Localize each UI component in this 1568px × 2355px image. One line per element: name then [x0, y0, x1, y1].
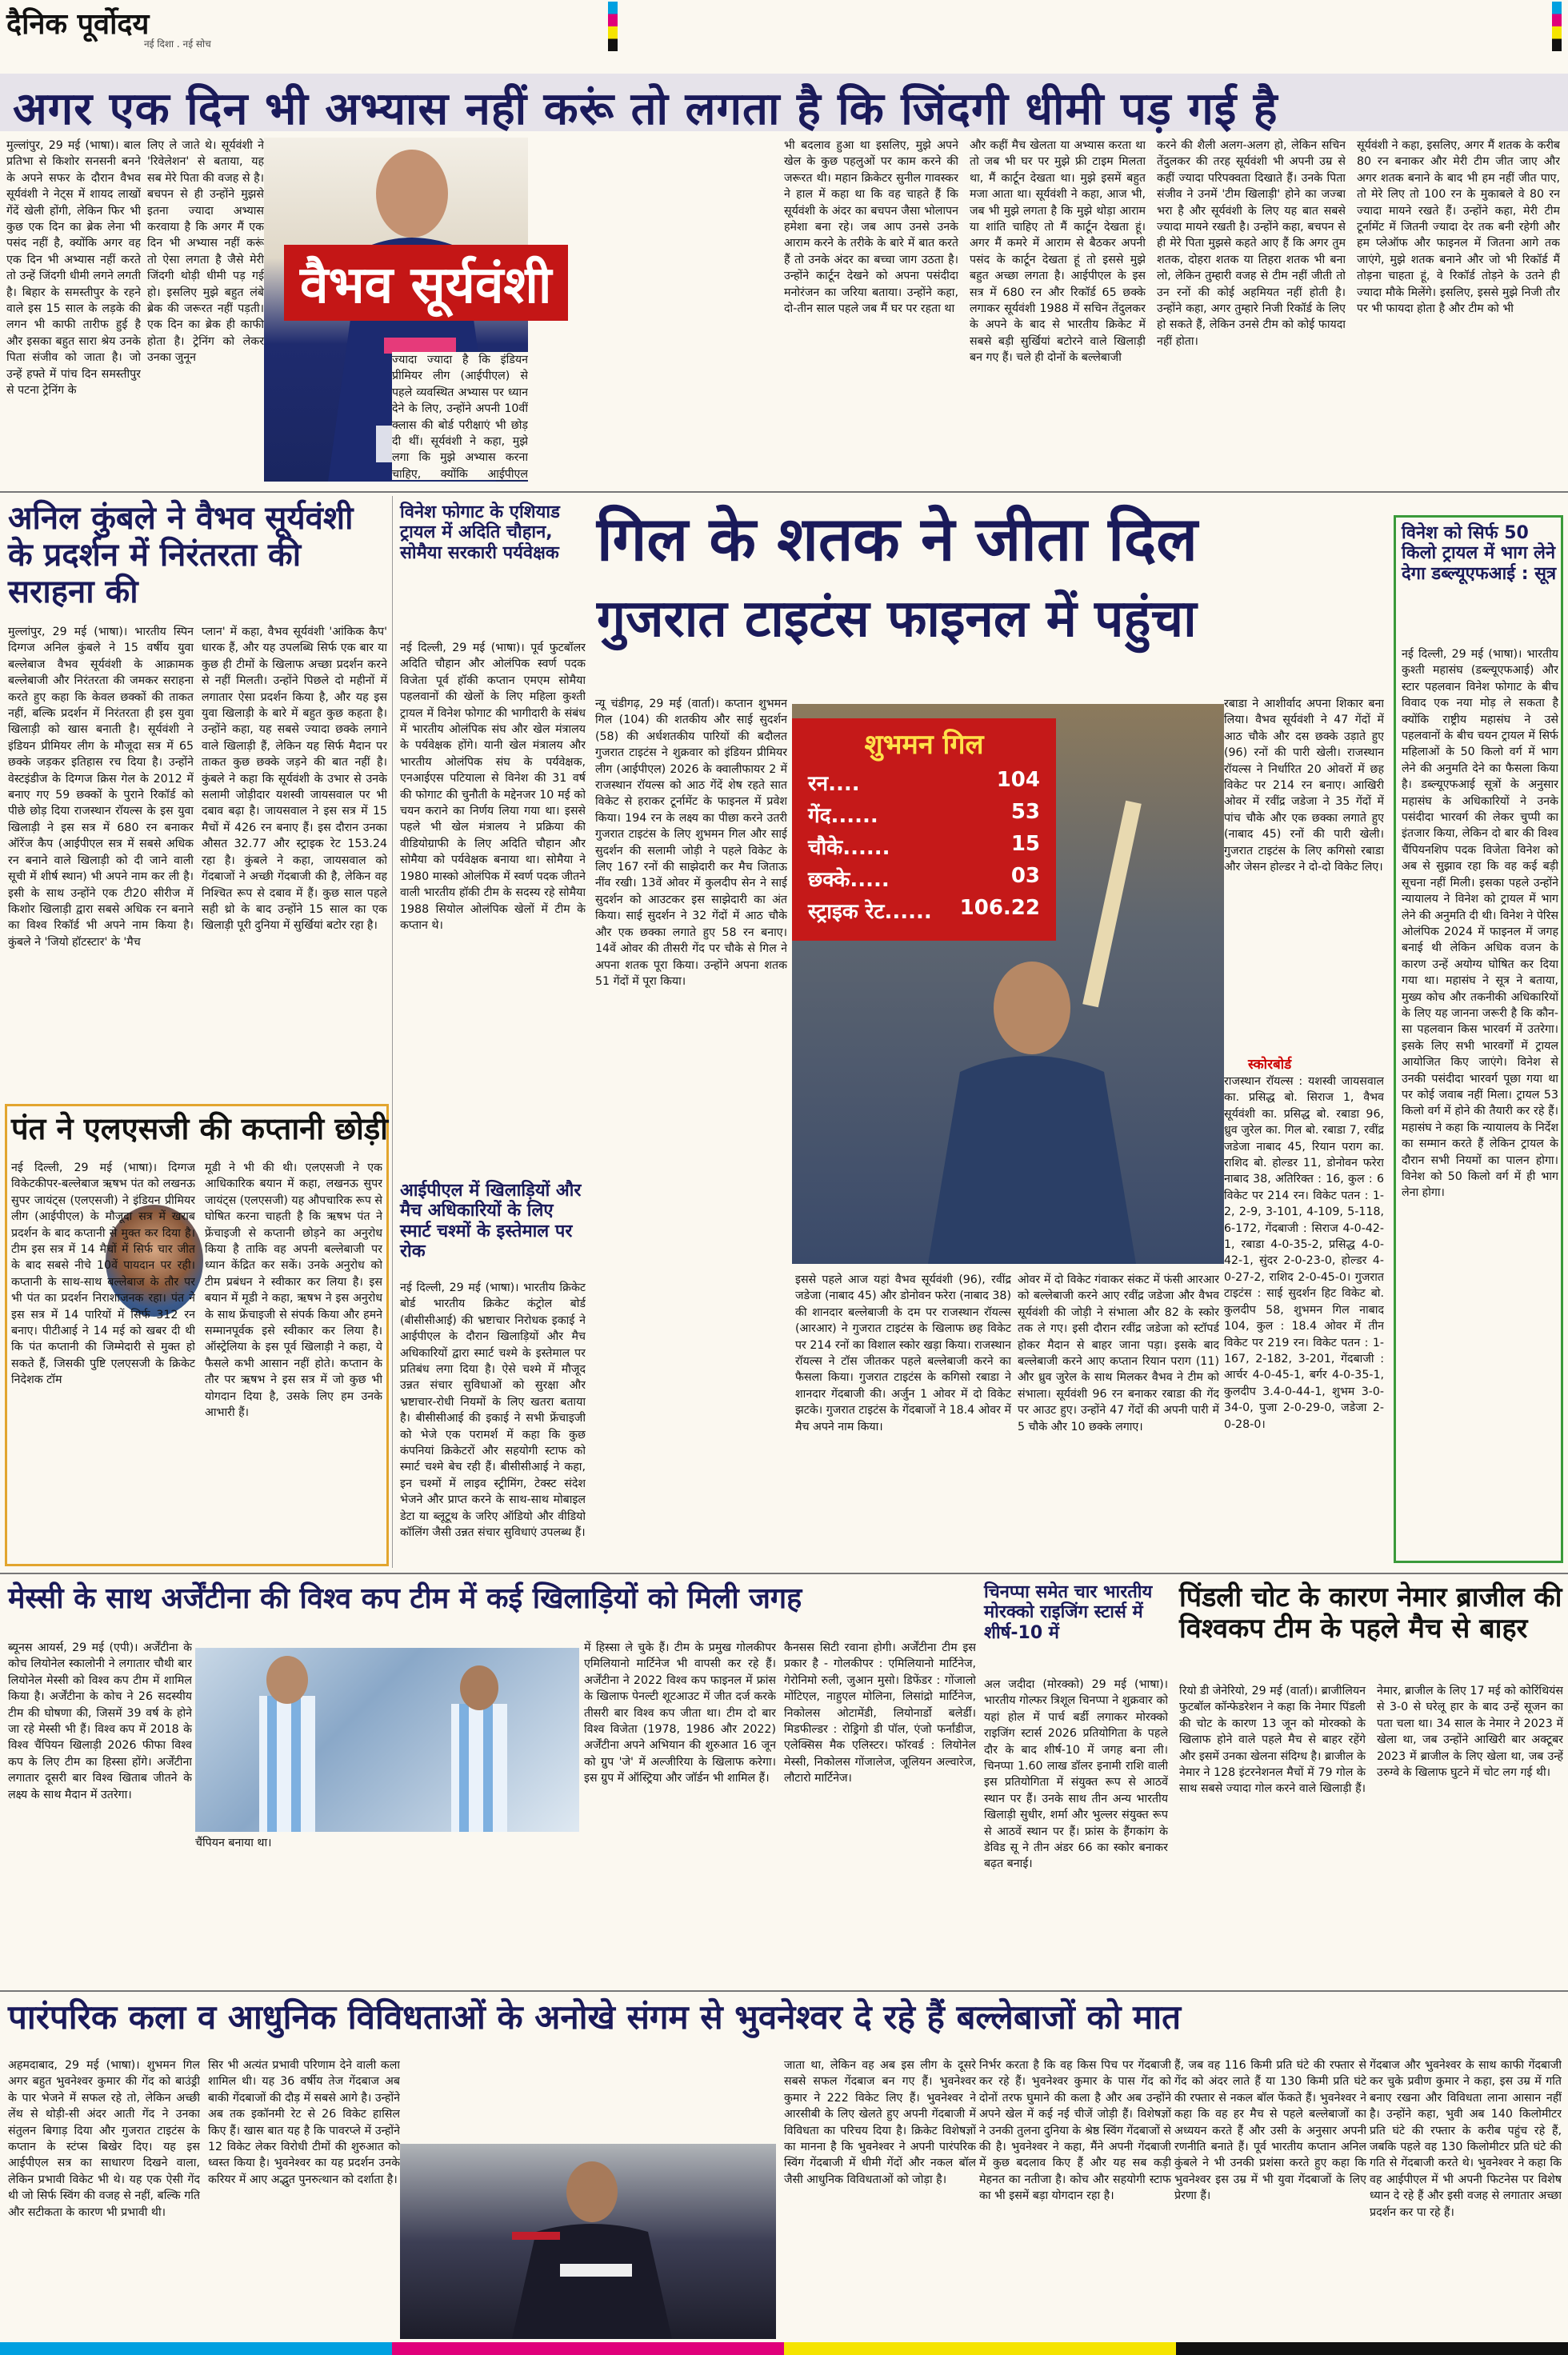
neymar-body: रियो डी जेनेरियो, 29 मई (वार्ता)। ब्राजीलियन फुटबॉल कॉन्फेडरेशन ने कहा कि नेमार पिंडली की चोट के कारण 13 जून को मोरक्को के खिलाफ होने वाले पहले मैच से बाहर रहेंगे और इसमें उनका खेलना संदिग्ध है। ब्राजील के नेमार ने 128 इंटरनेशनल मैचों में 79 गोल के साथ सबसे ज्यादा गोल करने वाले खिलाड़ी हैं। नेमार, ब्राजील के लिए 17 मई को कोरिंथियंस से 3-0 से घरेलू हार के बाद उन्हें सूजन का पता चला था। 34 साल के नेमार ने 2023 में खेला था, जब उन्होंने आखिरी बार अक्टूबर 2023 में ब्राजील के लिए खेला था, जब उन्हें उरुग्वे के खिलाफ घुटने में चोट लग गई थी। [1179, 1685, 1563, 1796]
kumble-headline: अनिल कुंबले ने वैभव सूर्यवंशी के प्रदर्शन में निरंतरता की सराहना की [8, 500, 354, 610]
section-divider [0, 1990, 1568, 1992]
stat-value: 03 [1010, 864, 1040, 888]
bhuvi-column-5: हैं, जब वह 116 किमी प्रति घंटे की रफ्तार से गेंद को अंदर लाते हैं या 130 किमी प्रति घंटे की रफ्तार से नकल बॉल फेंकते हैं। भुवनेश्वर ने कहा कि वह हर मैच से पहले बल्लेबाजों का अध्ययन करते हैं और उसी के अनुसार अपनी रणनीति बनाते हैं। पूर्व भारतीय कप्तान अनिल कुंबले ने भी उनकी प्रशंसा करते हुए कहा कि भुवनेश्वर इस उम्र में भी युवा गेंदबाजों के लिए प्रेरणा हैं। [1174, 2059, 1366, 2203]
vaibhav-column-7: सूर्यवंशी ने कहा, इसलिए, अगर मैं शतक के करीब 80 रन बनाकर और मेरी टीम जीत जाए और अगर शतक बनाने के बाद भी हम नहीं जीत पाए, तो मेरे लिए तो 100 रन के मुकाबले वे 80 रन ज्यादा मायने रखते हैं। उन्होंने कहा, मेरी टीम टूर्नामेंट में जितनी ज्यादा देर तक बनी रहेगी और हम प्लेऑफ और फाइनल में जितना आगे तक जाएंगे, मुझे शतक बनाने और जो भी रिकॉर्ड मैं तोड़ना चाहता हूं, वे रिकॉर्ड तोड़ने के उतने ही ज्यादा मौके मिलेंगे। इसलिए, इससे मुझे निजी तौर पर भी फायदा होता है और टीम को भी [1357, 139, 1560, 316]
stat-value: 15 [1010, 832, 1040, 856]
vaibhav-column-5: और कहीं मैच खेलता या अभ्यास करता था तो जब भी घर पर मुझे फ्री टाइम मिलता था, मैं कार्टून देखता था। मुझे इसमें बहुत मजा आता था। सूर्यवंशी ने कहा, आज भी, जब भी मुझे लगता है कि मुझे थोड़ा आराम या शांति चाहिए तो मैं कार्टून देखता हूं। अगर मैं कमरे में आराम से बैठकर अपनी पसंद के कार्टून देखता हूं तो इससे मुझे बहुत अच्छा लगता है। आईपीएल के इस सत्र में 680 रन और रिकॉर्ड 65 छक्के लगाकर सूर्यवंशी 1988 में सचिन तेंदुलकर के अपने के बाद से भारतीय क्रिकेट में सबसे बड़ी सुर्खियां बटोरने वाले खिलाड़ी बन गए हैं। चले ही दोनों के बल्लेबाजी [970, 139, 1146, 365]
chinappa-body: अल जदीदा (मोरक्को) 29 मई (भाषा)। भारतीय गोल्फर त्रिशूल चिनप्पा ने शुक्रवार को यहां होल में पार्च बर्डी लगाकर मोरक्को राइजिंग स्टार्स 2026 प्रतियोगिता के पहले दौर के बाद शीर्ष-10 में जगह बना ली। चिनप्पा 1.60 लाख डॉलर इनामी राशि वाली इस प्रतियोगिता में संयुक्त रूप से आठवें स्थान पर हैं। उनके साथ तीन अन्य भारतीय खिलाड़ी सुधीर, शर्मा और भुल्लर संयुक्त रूप से आठवें स्थान पर हैं। फ्रांस के हैंगकांग के डेविड सू ने तीन अंडर 66 का स्कोर बनाकर बढ़त बनाई। [984, 1678, 1168, 1871]
vaibhav-column-3-text: ज्यादा ज्यादा है कि इंडियन प्रीमियर लीग (आईपीएल) से पहले व्यवस्थित अभ्यास पर ध्यान देने के लिए, उन्होंने अपनी 10वीं क्लास की बोर्ड परीक्षाएं भी छोड़ दी थीं। सूर्यवंशी ने कहा, मुझे लगा कि मुझे अभ्यास करना चाहिए, क्योंकि आईपीएल [392, 354, 528, 480]
color-registration-bar [1552, 2, 1562, 51]
kumble-column-1: मुल्लांपुर, 29 मई (भाषा)। भारतीय स्पिन दिग्गज अनिल कुंबले ने 15 वर्षीय युवा बल्लेबाज वैभव सूर्यवंशी के आक्रामक बल्लेबाजी और निरंतरता की जमकर सराहना करते हुए कहा कि केवल छक्कों की ताकत नहीं, बल्कि प्रदर्शन में निरंतरता ही इस युवा खिलाड़ी को खास बनाती है। सूर्यवंशी ने इंडियन प्रीमियर लीग के मौजूदा सत्र में 65 छक्के जड़कर इतिहास रच दिया है। उन्होंने वेस्टइंडीज के दिग्गज क्रिस गेल के 2012 में बनाए गए 59 छक्कों के पुराने रिकॉर्ड को पीछे छोड़ दिया राजस्थान रॉयल्स के इस युवा खिलाड़ी ने इस सत्र में 680 रन बनाकर ऑरेंज कैप (आईपीएल सत्र में सबसे अधिक रन बनाने वाले खिलाड़ी को दी जाने वाली सूची में शीर्ष स्थान) भी अपने नाम कर ली है। इसी के साथ उन्होंने एक टी20 सीरीज में किशोर खिलाड़ी द्वारा सबसे अधिक रन बनाने का विश्व रिकॉर्ड भी अपने नाम किया है। कुंबले ने 'जियो हॉटस्टार' के 'मैच [8, 626, 194, 949]
pant-headline: पंत ने एलएसजी की कप्तानी छोड़ी [11, 1111, 389, 1146]
gill-column-1: न्यू चंडीगढ़, 29 मई (वार्ता)। कप्तान शुभमन गिल (104) की शतकीय और साई सुदर्शन (58) की अर्धशतकीय पारियों की बदौलत गुजरात टाइटंस ने शुक्रवार को इंडियन प्रीमियर लीग (आईपीएल) 2026 के क्वालीफायर 2 में राजस्थान रॉयल्स को आठ गेंदें शेष रहते सात विकेट से हराकर टूर्नामेंट के फाइनल में प्रवेश किया। 194 रन के लक्ष्य का पीछा करने उतरी गुजरात टाइटंस के लिए शुभमन गिल और साई सुदर्शन की सलामी जोड़ी ने पहले विकेट के लिए 167 रनों की साझेदारी कर मैच जिताऊ नींव रखी। 13वें ओवर में कुलदीप सेन ने साई सुदर्शन को आउटकर इस साझेदारी का अंत किया। साई सुदर्शन ने 32 गेंदों में आठ चौके और एक छक्का लगाते हुए 58 रन बनाए। 14वें ओवर की तीसरी गेंद पर चौके से गिल ने अपना शतक पूरा किया। उन्होंने अपना शतक 51 गेंदों में पूरा किया। [595, 698, 787, 988]
gill-column-3: ओवर में दो विकेट गंवाकर संकट में फंसी आरआर को बल्लेबाजी करने आए रवींद्र जडेजा और वैभव सूर्यवंशी की जोड़ी ने संभाला और 82 के स्कोर तक ले गए। इसी दौरान रवींद्र जडेजा को स्टॉपर्ड होकर मैदान से बाहर जाना पड़ा। इसके बाद बल्लेबाजी करने आए कप्तान रियान पराग (11) और ध्रुव जुरेल के साथ मिलकर वैभव ने टीम को संभाला। सूर्यवंशी 96 रन बनाकर रबाडा की गेंद पर आउट हुए। उन्होंने 47 गेंदों की अपनी पारी में 5 चौके और 10 छक्के लगाए। [1018, 1273, 1219, 1433]
color-registration-bar [608, 2, 618, 51]
stats-title: शुभमन गिल [864, 729, 984, 761]
vaibhav-photo-area [534, 138, 774, 482]
vinesh-asian-body: नई दिल्ली, 29 मई (भाषा)। पूर्व फुटबॉलर अदिति चौहान और ओलंपिक स्वर्ण पदक विजेता पूर्व हॉकी कप्तान एमएम सोमैया पहलवानों की खेलों के लिए महिला कुश्ती ट्रायल में विनेश फोगाट की भागीदारी के संबंध में भारतीय ओलंपिक संघ और खेल मंत्रालय के पर्यवेक्षक होंगे। यानी खेल मंत्रालय और भारतीय ओलंपिक संघ के पर्यवेक्षक, एनआईएस पटियाला से विनेश की 31 वर्ष की फोगाट की चुनौती के मद्देनजर 10 मई को चयन कराने का निर्णय लिया गया था। इससे पहले भी खेल मंत्रालय ने प्रक्रिया की वीडियोग्राफी के लिए अदिति चौहान और सोमैया को पर्यवेक्षक बनाया था। सोमैया ने 1980 मास्को ओलंपिक में स्वर्ण पदक जीतने वाली भारतीय हॉकी टीम के सदस्य रहे सोमैया 1988 सियोल ओलंपिक खेलों में टीम के कप्तान थे। [400, 642, 586, 932]
stat-label: स्ट्राइक रेट...... [808, 900, 932, 924]
messi-photo [195, 1648, 579, 1832]
stat-row-fours [808, 832, 1048, 862]
ipl-glasses-headline: आईपीएल में खिलाड़ियों और मैच अधिकारियों के लिए स्मार्ट चश्मों के इस्तेमाल पर रोक [400, 1181, 582, 1261]
messi-column-1: ब्यूनस आयर्स, 29 मई (एपी)। अर्जेंटीना के कोच लियोनेल स्कालोनी ने लगातार चौथी बार लियोनेल मेस्सी को विश्व कप टीम में शामिल किया है। अर्जेंटीना के कोच ने 26 सदस्यीय टीम की घोषणा की, जिसमें 39 वर्ष के होने जा रहे मेस्सी भी हैं। विश्व कप में 2018 के विश्व चैंपियन खिलाड़ी 2026 फीफा विश्व कप के लिए टीम का हिस्सा होंगे। अर्जेंटीना लगातार दूसरी बार विश्व खिताब जीतने के लक्ष्य के साथ मैदान में उतरेगा। [8, 1641, 192, 1801]
scorecard-title: स्कोरबोर्ड [1248, 1057, 1292, 1073]
stat-label: छक्के..... [808, 868, 890, 892]
messi-column-2: में हिस्सा ले चुके हैं। टीम के प्रमुख गोलकीपर एमिलियानो मार्टिनेज भी वापसी कर रहे हैं। अर्जेंटीना ने 2022 विश्व कप फाइनल में फ्रांस के खिलाफ पेनल्टी शूटआउट में जीत दर्ज करके तीसरी बार विश्व कप जीता था। टीम दो बार विश्व विजेता (1978, 1986 और 2022) अर्जेंटीना अपने अभियान की शुरुआत 16 जून को ग्रुप 'जे' में अल्जीरिया के खिलाफ करेगा। इस ग्रुप में ऑस्ट्रिया और जॉर्डन भी शामिल हैं। [584, 1641, 776, 1785]
stat-value: 104 [996, 768, 1040, 792]
gill-stats-box [792, 718, 1056, 941]
bhuvi-column-6: गेंदबाज और भुवनेश्वर के साथ काफी गेंदबाजी कर चुके प्रवीण कुमार ने कहा, इस उम्र में गति बनाए रखना और विविधता लाना आसान नहीं है। उन्होंने कहा, भुवी अब 140 किलोमीटर प्रति घंटे की रफ्तार के करीब पहुंच रहे हैं, जबकि पहले वह 130 किलोमीटर प्रति घंटे की गति से गेंदबाजी करते थे। भुवनेश्वर ने कहा कि वह आईपीएल में भी अपनी फिटनेस पर विशेष ध्यान दे रहे हैं और इसी वजह से लगातार अच्छा प्रदर्शन कर पा रहे हैं। [1370, 2059, 1562, 2219]
main-headline: अगर एक दिन भी अभ्यास नहीं करूं तो लगता है कि जिंदगी धीमी पड़ गई है [13, 83, 1278, 135]
pant-column-2: मूडी ने भी की थी। एलएसजी ने एक आधिकारिक बयान में कहा, लखनऊ सुपर जायंट्स (एलएसजी) यह औपचारिक रूप से घोषित करना चाहती है कि ऋषभ पंत ने फ्रेंचाइजी से कप्तानी छोड़ने का अनुरोध किया है ताकि वह अपनी बल्लेबाजी पर ध्यान केंद्रित कर सकें। उनके अनुरोध को टीम प्रबंधन ने स्वीकार कर लिया है। इस बयान में मूडी ने कहा, ऋषभ ने इस अनुरोध के साथ फ्रेंचाइजी से संपर्क किया और हमने सम्मानपूर्वक इसे स्वीकार कर लिया है। ऑस्ट्रेलिया के इस पूर्व खिलाड़ी ने कहा, ये फैसले कभी आसान नहीं होते। कप्तान के तौर पर ऋषभ ने इस सत्र में जो कुछ भी योगदान दिया है, उसके लिए हम उनके आभारी हैं। [205, 1162, 382, 1420]
section-divider [0, 1573, 1568, 1574]
stat-label: रन.... [808, 772, 860, 796]
stat-row-runs [808, 768, 1048, 798]
ipl-glasses-body: नई दिल्ली, 29 मई (भाषा)। भारतीय क्रिकेट बोर्ड भारतीय क्रिकेट कंट्रोल बोर्ड (बीसीसीआई) की भ्रष्टाचार निरोधक इकाई ने आईपीएल के दौरान खिलाड़ियों और मैच अधिकारियों द्वारा स्मार्ट चश्मे के इस्तेमाल पर प्रतिबंध लगा दिया है। ऐसे चश्मे में मौजूद उन्नत संचार सुविधाओं को सुरक्षा और भ्रष्टाचार-रोधी नियमों के लिए खतरा बताया है। बीसीसीआई की इकाई ने सभी फ्रेंचाइजी को भेजे एक परामर्श में कहा कि कुछ कंपनियां क्रिकेटरों और सहयोगी स्टाफ को स्मार्ट चश्मे बेच रही हैं। बीसीसीआई ने कहा, इन चश्मों में लाइव स्ट्रीमिंग, टेक्स्ट संदेश भेजने और प्राप्त करने के साथ-साथ मोबाइल डेटा या ब्लूटूथ के जरिए ऑडियो और वीडियो कॉलिंग जैसी उन्नत संचार सुविधाएं उपलब्ध हैं। [400, 1281, 586, 1540]
vaibhav-column-2: लिए ले जाते थे। सूर्यवंशी ने 'रिवेलेशन' से बताया, यह सब मेरे पिता की वजह से है। बचपन से ही उन्होंने मुझसे इतना ज्यादा अभ्यास करवाया है कि अगर मैं एक दिन भी अभ्यास नहीं करूं तो ऐसा लगता है जैसे मेरी जिंदगी थोड़ी धीमी पड़ गई हो। इसलिए मुझे बहुत लंबे ब्रेक की जरूरत नहीं पड़ती। एक दिन का ब्रेक ही काफी होता है। ट्रेनिंग को लेकर उनका जुनून [147, 139, 264, 365]
vinesh-trial-headline: विनेश को सिर्फ 50 किलो ट्रायल में भाग लेने देगा डब्ल्यूएफआई : सूत्र [1402, 523, 1557, 584]
vinesh-trial-body: नई दिल्ली, 29 मई (भाषा)। भारतीय कुश्ती महासंघ (डब्ल्यूएफआई) और स्टार पहलवान विनेश फोगाट के बीच विवाद एक नया मोड़ ले सकता है क्योंकि राष्ट्रीय महासंघ ने उसे पहलवानों के बीच चयन ट्रायल में सिर्फ महिलाओं के 50 किलो वर्ग में भाग लेने की अनुमति देने का फैसला किया है। डब्ल्यूएफआई सूत्रों के अनुसार महासंघ के अधिकारियों ने उनके पसंदीदा भारवर्ग की लेकर चुप्पी का इंतजार किया, लेकिन दो बार की विश्व चैंपियनशिप पदक विजेता विनेश को अब से सुझाव रहा कि वह कई बड़ी सूचना नहीं मिली। इसका पहले उन्होंने न्यायालय ने विनेश को ट्रायल में भाग लेने की अनुमति दी थी। विनेश ने पेरिस ओलंपिक 2024 में फाइनल में जगह बनाई थी लेकिन अधिक वजन के कारण उन्हें अयोग्य घोषित कर दिया गया था। महासंघ ने सूत्र ने बताया, मुख्य कोच और तकनीकी अधिकारियों के लिए यह जानना जरूरी है कि कौन-सा पहलवान किस भारवर्ग में उतरेगा। इसके लिए सभी भारवर्गों में ट्रायल आयोजित किए जाएंगे। विनेश से उनकी पसंदीदा भारवर्ग पूछा गया था पर कोई जवाब नहीं मिला। ट्रायल 53 किलो वर्ग में होने की तैयारी कर रहे हैं। महासंघ ने कहा कि न्यायालय के निर्देश का सम्मान करते हैं लेकिन ट्रायल के दौरान सभी नियमों का पालन होगा। विनेश को 50 किलो वर्ग में ही भाग लेना होगा। [1402, 648, 1558, 1200]
stat-label: गेंद...... [808, 804, 878, 828]
neymar-headline: पिंडली चोट के कारण नेमार ब्राजील की विश्वकप टीम के पहले मैच से बाहर [1179, 1581, 1562, 1645]
bowler-silhouette [400, 2144, 776, 2339]
gill-column-2: इससे पहले आज यहां वैभव सूर्यवंशी (96), रवींद्र जडेजा (नाबाद 45) और डोनोवन फरेरा (नाबाद 38) की शानदार बल्लेबाजी के दम पर राजस्थान रॉयल्स (आरआर) ने गुजरात टाइटंस के खिलाफ छह विकेट पर 214 रनों का विशाल स्कोर खड़ा किया। राजस्थान रॉयल्स ने टॉस जीतकर पहले बल्लेबाजी करने का फैसला किया। गुजरात टाइटंस के कगिसो रबाडा ने शानदार गेंदबाजी की। अर्जुन 1 ओवर में दो विकेट झटके। गुजरात टाइटंस के गेंदबाजों ने 18.4 ओवर में मैच अपने नाम किया। [795, 1273, 1011, 1433]
stat-value: 53 [1010, 800, 1040, 824]
gill-headline-line2: गुजरात टाइटंस फाइनल में पहुंचा [597, 590, 1197, 649]
kumble-column-2: प्लान' में कहा, वैभव सूर्यवंशी 'आंकिक कैप' धारक हैं, और यह उपलब्धि सिर्फ एक बार या कुछ ही टीमों के खिलाफ अच्छा प्रदर्शन करने से नहीं मिलती। उन्होंने पिछले दो महीनों में लगातार ऐसा प्रदर्शन किया है, और यह इस युवा खिलाड़ी के बारे में बहुत कुछ कहता है। उन्होंने कहा, यह सबसे ज्यादा छक्के लगाने वाले खिलाड़ी हैं, लेकिन यह सिर्फ मैदान पर ताकत कुछ छक्के जड़ने की बात नहीं है। कुंबले ने कहा कि सूर्यवंशी के उभार से उनके सलामी जोड़ीदार यशस्वी जायसवाल पर भी दबाव बढ़ा है। जायसवाल ने इस सत्र में 15 मैचों में 426 रन बनाए हैं। इस दौरान उनका औसत 32.77 और स्ट्राइक रेट 153.24 रहा है। कुंबले ने कहा, जायसवाल को गेंदबाजों ने अच्छी गेंदबाजी की है, लेकिन वह निश्चित रूप से दबाव में हैं। कुछ साल पहले सही थ्रो के बाद उन्होंने 15 साल का एक खिलाड़ी पूरी दुनिया में सुर्खियां बटोर रहा है। [202, 626, 387, 933]
bhuvi-headline: पारंपरिक कला व आधुनिक विविधताओं के अनोखे संगम से भुवनेश्वर दे रहे हैं बल्लेबाजों को मात [8, 1997, 1182, 2037]
stat-row-balls [808, 800, 1048, 830]
vaibhav-column-4: भी बदलाव हुआ था इसलिए, मुझे अपने खेल के कुछ पहलुओं पर काम करने की जरूरत थी। महान क्रिकेटर सुनील गावस्कर ने हाल में कहा था कि वह चाहते हैं कि सूर्यवंशी के अंदर का बचपन जैसा भोलापन हमेशा बना रहे। जब आप उनसे उनके आराम करने के तरीके के बारे में बात करते हैं तो उनके अंदर का बच्चा जाग उठता है। उन्होंने कार्टून देखने को अपना पसंदीदा मनोरंजन का जरिया बताया। उन्होंने कहा, दो-तीन साल पहले जब मैं घर पर रहता था [784, 139, 958, 316]
vaibhav-column-1: मुल्लांपुर, 29 मई (भाषा)। बाल प्रतिभा से किशोर सनसनी बनने के अपने सफर के दौरान वैभव सूर्यवंशी ने नेट्स में शायद लाखों गेंदें खेली होंगी, लेकिन फिर भी कुछ एक दिन का ब्रेक लेना भी पसंद नहीं है, क्योंकि अगर वह एक दिन भी अभ्यास नहीं करते तो उन्हें जिंदगी धीमी लगने लगती है। बिहार के समस्तीपुर के रहने वाले इस 15 साल के लड़के की लगन भी काफी तारीफ हुई है और इसका बहुत सारा श्रेय उनके पिता संजीव को जाता है। जो उन्हें हफ्ते में पांच दिन समस्तीपुर से पटना ट्रेनिंग के [6, 139, 141, 398]
bhuvi-column-4: निर्भर करता है कि वह किस पिच पर गेंदबाजी कर रहे हैं। भुवनेश्वर कुमार के पास गेंद को दोनों तरफ घुमाने की कला है और अब उन्होंने अपने खेल में कई नई चीजें जोड़ी हैं। विशेषज्ञों ने उनकी तुलना दुनिया के श्रेष्ठ स्विंग गेंदबाजों से की है। भुवनेश्वर ने कहा, मैंने अपनी गेंदबाजी में कुछ बदलाव किए हैं और यह सब कड़ी मेहनत का नतीजा है। कोच और सहयोगी स्टाफ का भी इसमें बड़ा योगदान रहा है। [979, 2059, 1171, 2203]
bhuvi-column-1: अहमदाबाद, 29 मई (भाषा)। शुभमन गिल अगर बहुत भुवनेश्वर कुमार की गेंद को बाउंड्री के पार भेजने में सफल रहे तो, लेकिन अच्छी लेंथ से थोड़ी-सी अंदर आती गेंद ने उनका संतुलन बिगाड़ दिया और गुजरात टाइटंस के कप्तान के स्टंप्स बिखेर दिए। यह इस आईपीएल सत्र का साधारण दिखने वाला, लेकिन प्रभावी विकेट भी थे। यह एक ऐसी गेंद थी जो सिर्फ स्विंग की वजह से नहीं, बल्कि गति और सटीकता के कारण भी प्रभावी थी। [8, 2059, 200, 2219]
vaibhav-name-banner: वैभव सूर्यवंशी [284, 245, 568, 321]
bhuvi-column-2: सिर भी अत्यंत प्रभावी परिणाम देने वाली कला शामिल थी। यह 36 वर्षीय तेज गेंदबाज अब बाकी गेंदबाजों की दौड़ में सबसे आगे है। उन्होंने अब तक इकॉनमी रेट से 26 विकेट हासिल किए हैं। खास बात यह है कि पावरप्ले में उन्होंने 12 विकेट लेकर विरोधी टीमों की शुरुआत को ध्वस्त किया है। भुवनेश्वर का यह प्रदर्शन उनके करियर में आए अद्भुत पुनरुत्थान को दर्शाता है। [208, 2059, 400, 2186]
masthead [0, 0, 1568, 56]
bhuvi-photo [400, 2144, 776, 2339]
newspaper-logo: दैनिक पूर्वोदय [6, 7, 150, 41]
messi-column-3: कैनसस सिटी रवाना होगी। अर्जेंटीना टीम इस प्रकार है - गोलकीपर : एमिलियानो मार्टिनेज, गेरोनिमो रुली, जुआन मुसो। डिफेंडर : गोंजालो मोंटिएल, नाहुएल मोलिना, लिसांद्रो मार्टिनेज, निकोलस ओटामेंडी, लियोनार्डो बलेर्डी। मिडफील्डर : रोड्रिगो डी पॉल, एंजो फर्नांडीज, एलेक्सिस मैक एलिस्टर। फॉरवर्ड : लियोनेल मेस्सी, निकोलस गोंजालेज, जूलियन अल्वारेज, लौटारो मार्टिनेज। [784, 1641, 976, 1785]
section-divider [0, 491, 1568, 493]
gill-column-4: रबाडा ने आशीर्वाद अपना शिकार बना लिया। वैभव सूर्यवंशी ने 47 गेंदों में आठ चौके और दस छक्के उड़ाते हुए (96) रनों की पारी खेली। राजस्थान रॉयल्स ने निर्धारित 20 ओवरों में छह विकेट पर 214 रन बनाए। आखिरी ओवर में रवींद्र जडेजा ने 35 गेंदों में पांच चौके और एक छक्का लगाते हुए (नाबाद 45) रनों की पारी खेली। गुजरात टाइटंस के लिए कगिसो रबाडा और जेसन होल्डर ने दो-दो विकेट लिए। [1224, 698, 1384, 874]
stat-row-strike-rate [808, 896, 1048, 926]
chinappa-headline: चिनप्पा समेत चार भारतीय मोरक्को राइजिंग स्टार्स में शीर्ष-10 में [984, 1582, 1153, 1643]
newspaper-tagline: नई दिशा . नई सोच [144, 38, 211, 50]
stat-value: 106.22 [959, 896, 1040, 920]
vinesh-asian-headline: विनेश फोगाट के एशियाड ट्रायल में अदिति चौहान, सोमैया सरकारी पर्यवेक्षक [400, 502, 560, 563]
stat-label: चौके...... [808, 836, 890, 860]
footer-color-bar [0, 2342, 1568, 2355]
players-silhouette [195, 1648, 579, 1832]
stat-row-sixes [808, 864, 1048, 894]
gill-headline-line1: गिल के शतक ने जीता दिल [597, 503, 1198, 574]
vaibhav-column-6: करने की शैली अलग-अलग हो, लेकिन सचिन तेंदुलकर की तरह सूर्यवंशी भी अपनी उम्र से कहीं ज्यादा परिपक्वता दिखाते हैं। उनके पिता संजीव ने उनमें 'टीम खिलाड़ी' होने का जज्बा भरा है और सूर्यवंशी के लिए यह बात सबसे ज्यादा मायने रखती है। उन्होंने कहा, बचपन से ही मेरे पिता मुझसे कहते आए हैं कि अगर तुम शतक, दोहरा शतक या तिहरा शतक भी बना लो, लेकिन तुम्हारी वजह से टीम नहीं जीती तो उन रनों की कोई अहमियत नहीं होती है। उन्होंने कहा, अगर तुम्हारे निजी रिकॉर्ड के लिए हो सकते हैं, लेकिन उनसे टीम को कोई फायदा नहीं होता। [1157, 139, 1346, 348]
messi-photo-caption: चैंपियन बनाया था। [195, 1837, 272, 1849]
messi-headline: मेस्सी के साथ अर्जेंटीना की विश्व कप टीम में कई खिलाड़ियों को मिली जगह [8, 1582, 802, 1615]
pant-column-1: नई दिल्ली, 29 मई (भाषा)। दिग्गज विकेटकीपर-बल्लेबाज ऋषभ पंत को लखनऊ सुपर जायंट्स (एलएसजी) ने इंडियन प्रीमियर लीग (आईपीएल) के मौजूदा सत्र में खराब प्रदर्शन के बाद कप्तानी से मुक्त कर दिया है। टीम इस सत्र में 14 मैचों में सिर्फ चार जीत के बाद सबसे नीचे 10वें पायदान पर रही। कप्तानी के साथ-साथ बल्लेबाज के तौर पर भी पंत का प्रदर्शन निराशाजनक रहा। पंत ने इस सत्र में 14 पारियों में सिर्फ 312 रन बनाए। पीटीआई ने 14 मई को खबर दी थी कि पंत कप्तानी की जिम्मेदारी से मुक्त हो सकते हैं, जिसकी पुष्टि एलएसजी के क्रिकेट निदेशक टॉम [11, 1162, 195, 1387]
scorecard-body: राजस्थान रॉयल्स : यशस्वी जायसवाल का. प्रसिद्ध बो. सिराज 1, वैभव सूर्यवंशी का. प्रसिद्ध बो. रबाडा 96, ध्रुव जुरेल का. गिल बो. रबाडा 7, रवींद्र जडेजा नाबाद 45, रियान पराग का. राशिद बो. होल्डर 11, डोनोवन फरेरा नाबाद 38, अतिरिक्त : 16, कुल : 6 विकेट पर 214 रन। विकेट पतन : 1-2, 2-9, 3-101, 4-109, 5-118, 6-172, गेंदबाजी : सिराज 4-0-42-1, रबाडा 4-0-35-2, प्रसिद्ध 4-0-42-1, सुंदर 2-0-23-0, होल्डर 4-0-27-2, राशिद 2-0-45-0। गुजरात टाइटंस : साई सुदर्शन हिट विकेट बो. कुलदीप 58, शुभमन गिल नाबाद 104, कुल : 18.4 ओवर में तीन विकेट पर 219 रन। विकेट पतन : 1-167, 2-182, 3-201, गेंदबाजी : आर्चर 4-0-45-1, बर्गर 4-0-35-1, कुलदीप 3.4-0-44-1, शुभम 3-0-34-0, पुजा 2-0-29-0, जडेजा 2-0-28-0। [1224, 1075, 1384, 1431]
bhuvi-column-3: जाता था, लेकिन वह अब इस लीग के दूसरे सबसे सफल गेंदबाज बन गए हैं। भुवनेश्वर कुमार ने 222 विकेट लिए हैं। भुवनेश्वर ने आरसीबी के लिए खेलते हुए अपनी गेंदबाजी में विविधता का परिचय दिया है। क्रिकेट विशेषज्ञों का मानना है कि भुवनेश्वर ने अपनी पारंपरिक स्विंग गेंदबाजी में धीमी गेंदों और नकल बॉल जैसी आधुनिक विविधताओं को जोड़ा है। [784, 2059, 976, 2186]
column-divider [392, 496, 393, 1568]
